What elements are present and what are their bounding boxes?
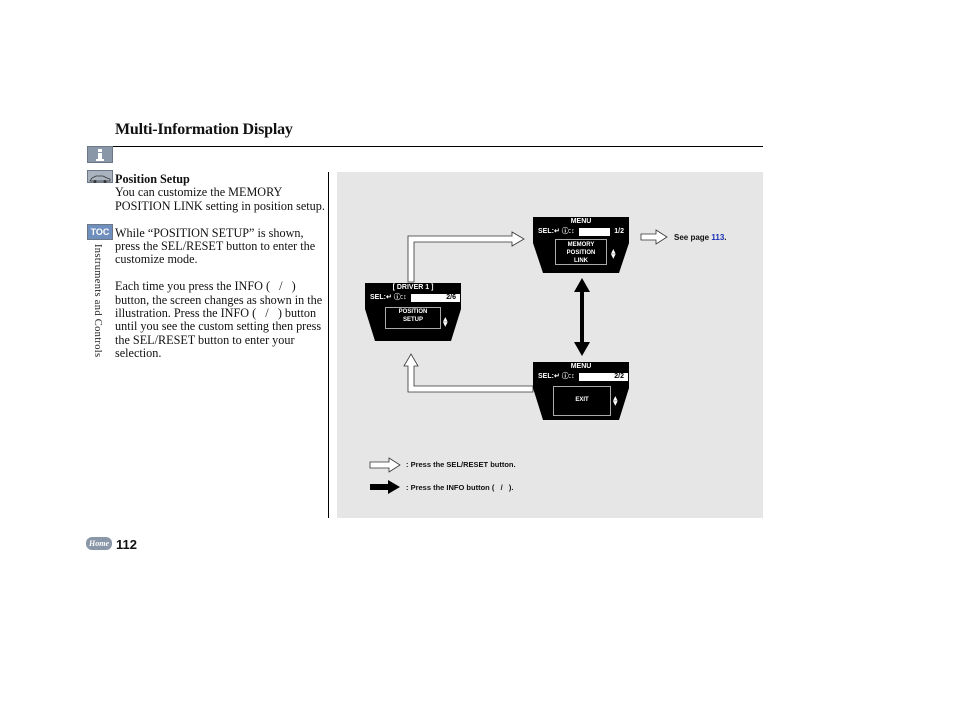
white-arrow-to-driver <box>404 354 533 392</box>
screen-driver-page: 2/6 <box>446 294 456 301</box>
toc-button[interactable]: TOC <box>87 224 113 240</box>
page-title: Multi-Information Display <box>115 121 293 138</box>
legend-sel-reset: : Press the SEL/RESET button. <box>406 460 516 469</box>
screen-driver-box-line-1: POSITION <box>398 309 428 315</box>
see-page-prefix: See page <box>674 233 712 242</box>
paragraph-intro: You can customize the MEMORY POSITION LINK setting in position setup. <box>115 185 325 213</box>
see-page-label <box>674 233 727 242</box>
screen-driver-sel-row <box>365 293 461 303</box>
screen-driver <box>365 283 461 341</box>
screen-driver-box-line-2: SETUP <box>402 317 423 323</box>
see-page-link[interactable]: 113 <box>711 233 725 242</box>
screen-menu1-box <box>555 239 607 265</box>
home-button[interactable]: Home <box>86 537 112 550</box>
black-double-arrow <box>574 278 590 356</box>
see-page-suffix: . <box>724 233 727 242</box>
screen-menu1-box-line-3: LINK <box>574 258 588 264</box>
legend-white-arrow <box>370 458 400 472</box>
screen-menu1-sel-text: SEL:↵ ⓘ:↕ <box>534 228 579 236</box>
paragraph-enter-mode: While “POSITION SETUP” is shown, press the SEL/RESET button to enter the customize mode. <box>115 225 316 267</box>
updown-icon: ▲ ▼ <box>443 316 448 328</box>
screen-menu1 <box>533 217 629 273</box>
paragraph-info-button: Each time you press the INFO ( / ) button, the screen changes as shown in the illustration. Press the INFO ( / ) button until you see the custom setting then press the SEL/RESET button to enter your selection. <box>115 279 323 361</box>
page-number: 112 <box>116 537 137 552</box>
screen-menu1-header: MENU <box>533 217 629 227</box>
legend-black-arrow <box>370 480 400 494</box>
section-heading: Position Setup <box>115 172 190 186</box>
updown-icon: ▲ ▼ <box>613 395 618 407</box>
section-tab-label: Instruments and Controls <box>92 244 103 358</box>
screen-menu2-box-line-1: EXIT <box>575 397 589 403</box>
white-arrow-to-menu1 <box>408 232 524 282</box>
screen-menu2-box <box>553 386 611 416</box>
screen-menu1-box-line-1: MEMORY <box>567 242 595 248</box>
screen-driver-sel-text: SEL:↵ ⓘ:↕ <box>366 294 411 302</box>
screen-menu1-box-line-2: POSITION <box>566 250 596 256</box>
updown-icon: ▲ ▼ <box>611 248 616 260</box>
screen-menu2 <box>533 362 629 420</box>
screen-menu2-header: MENU <box>533 362 629 372</box>
screen-menu2-sel-row <box>533 372 629 382</box>
screen-driver-header: [ DRIVER 1 ] <box>365 283 461 293</box>
legend-info-button: : Press the INFO button ( / ). <box>406 483 514 492</box>
screen-menu2-sel-text: SEL:↵ ⓘ:↕ <box>534 373 579 381</box>
screen-menu2-page: 2/2 <box>614 373 624 380</box>
screen-menu1-sel-row <box>533 227 629 237</box>
screen-driver-box <box>385 307 441 329</box>
see-page-arrow <box>641 230 667 244</box>
screen-menu1-page: 1/2 <box>610 228 628 236</box>
